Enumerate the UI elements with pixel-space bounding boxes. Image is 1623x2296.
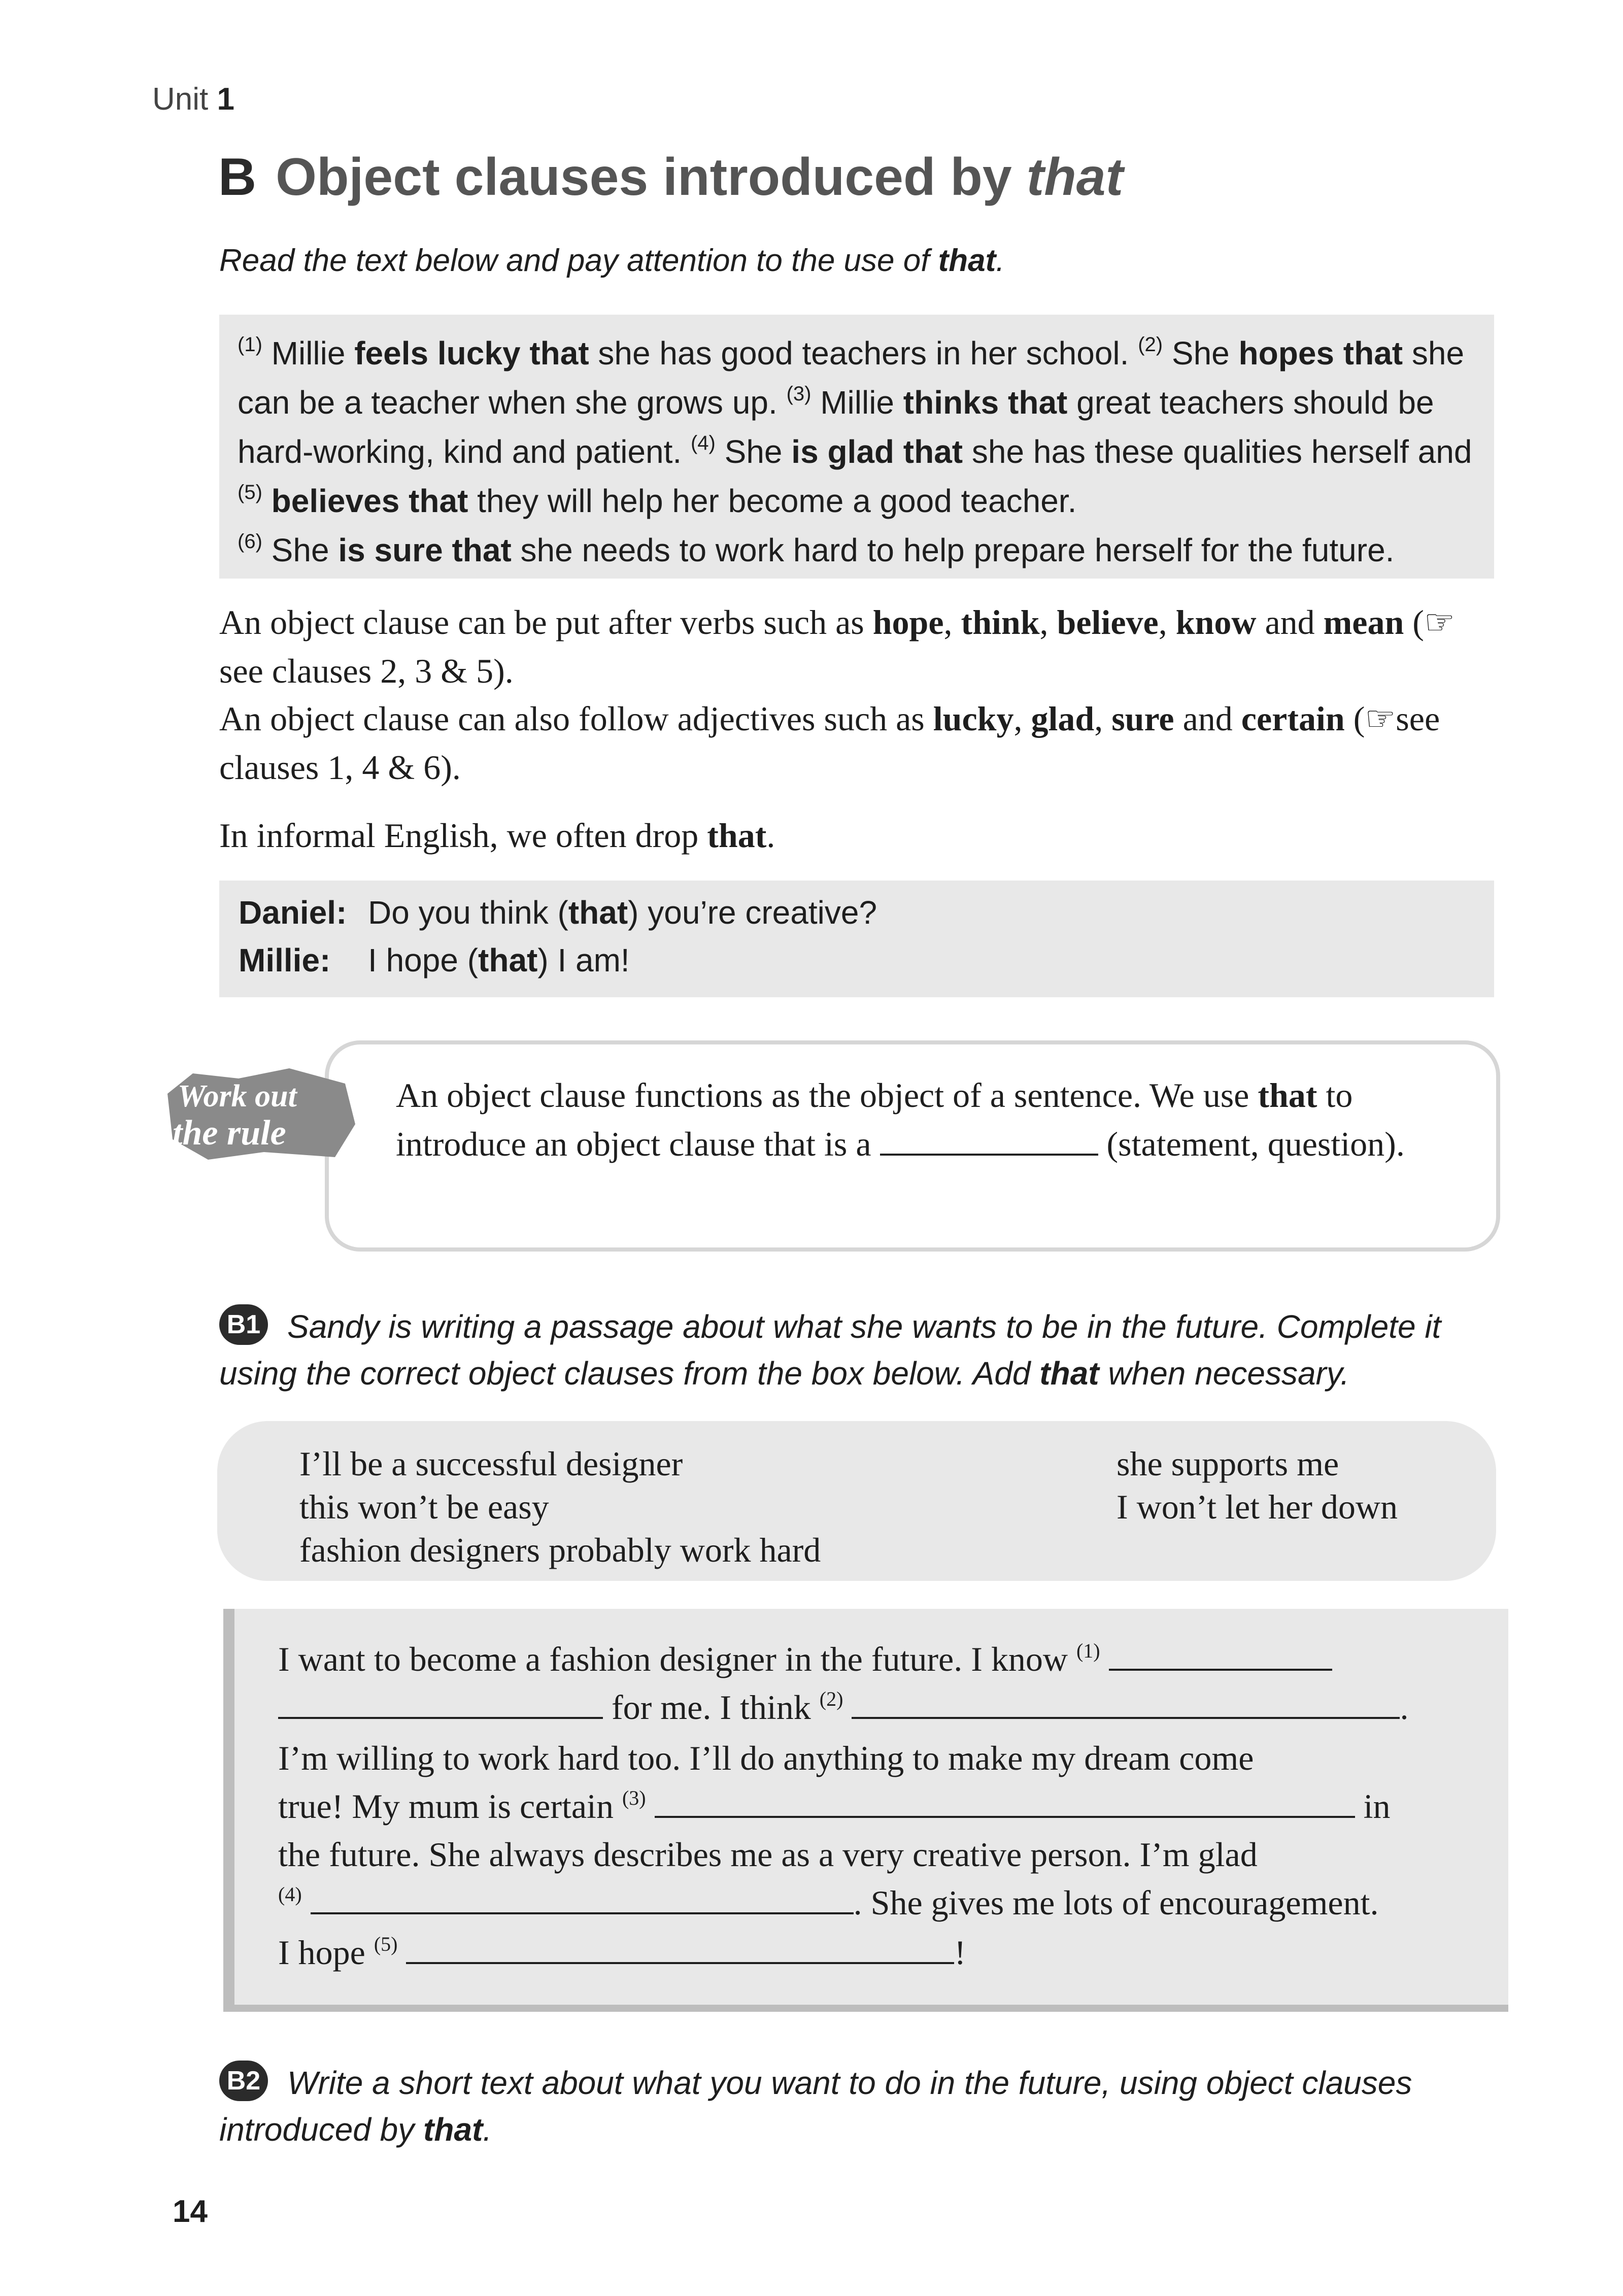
dialogue-line: Daniel: Do you think (that) you’re creative? — [239, 894, 877, 931]
svg-text:the rule: the rule — [173, 1113, 286, 1153]
rule-text: An object clause functions as the object of a sentence. We use that to introduce an object clause that is a (statement, question). — [396, 1076, 1405, 1163]
b1-instruction: Sandy is writing a passage about what she wants to be in the future. Complete it using the correct object clauses from the box below. Add that when necessary. — [219, 1308, 1441, 1392]
reading-paragraph: $^{(1)}$ Millie feels lucky that she has good teachers in her school. $^{(2)}$ She hopes that she can be a teacher when she grows up. $^{(3)}$ Millie thinks that great teachers should be hard-working, kind and patient. $^{(4)}$ She is glad that she has these qualities herself and $^{(5)}$ believes that they will help her become a good teacher. $^{(6)}$ She is sure that she needs to work hard to help prepare herself for the future. — [238, 333, 1472, 568]
answer-blank-1[interactable] — [1109, 1640, 1332, 1671]
word-box-item: I won’t let her down — [1117, 1488, 1398, 1526]
answer-blank-5[interactable] — [406, 1934, 954, 1964]
explanation-adjectives: An object clause can also follow adjectives such as lucky, glad, sure and certain (☞see clauses 1, 4 & 6). — [219, 699, 1440, 787]
dialogue-line: Millie: I hope (that) I am! — [239, 942, 630, 978]
passage-line: for me. I think $^{(2)}$ . — [278, 1687, 1408, 1728]
page-number: 14 — [173, 2194, 208, 2229]
speaker-name: Millie: — [239, 942, 331, 978]
section-letter: B — [218, 148, 257, 207]
dialogue-box — [219, 881, 1494, 997]
answer-blank-2[interactable] — [852, 1689, 1400, 1719]
passage-line: I hope $^{(5)}$ ! — [278, 1933, 966, 1972]
passage-line: I want to become a fashion designer in the future. I know $^{(1)}$ — [278, 1639, 1332, 1679]
passage-line: $^{(4)}$ . She gives me lots of encouragement. — [278, 1883, 1379, 1922]
word-box-item: she supports me — [1117, 1444, 1339, 1483]
word-box-item: I’ll be a successful designer — [299, 1444, 683, 1483]
answer-blank-1-cont[interactable] — [278, 1689, 603, 1719]
answer-blank-3[interactable] — [655, 1787, 1355, 1818]
instruction: Read the text below and pay attention to the use of that. — [219, 243, 1005, 278]
section-title: B Object clauses introduced by that — [218, 148, 1124, 207]
answer-blank-4[interactable] — [311, 1884, 854, 1914]
rule-answer-blank[interactable] — [880, 1125, 1098, 1156]
unit-label: Unit 1 — [152, 82, 234, 117]
passage-line: I’m willing to work hard too. I’ll do anything to make my dream come — [278, 1739, 1254, 1777]
svg-text:Work out: Work out — [178, 1079, 297, 1113]
speaker-name: Daniel: — [239, 894, 347, 931]
explanation-verbs: An object clause can be put after verbs such as hope, think, believe, know and mean (☞see clauses 2, 3 & 5). — [219, 603, 1455, 690]
explanation-informal: In informal English, we often drop that. — [219, 816, 775, 855]
work-out-the-rule-logo — [162, 1063, 360, 1165]
reading-text-box — [219, 315, 1494, 579]
word-box-item: this won’t be easy — [299, 1488, 549, 1526]
passage-line: the future. She always describes me as a very creative person. I’m glad — [278, 1835, 1258, 1874]
word-box-item: fashion designers probably work hard — [299, 1531, 821, 1569]
passage-line: true! My mum is certain $^{(3)}$ in — [278, 1786, 1391, 1826]
b2-instruction: Write a short text about what you want to do in the future, using object clauses introduced by that. — [219, 2065, 1412, 2148]
exercise-badge-b1: B1 — [219, 1304, 268, 1345]
exercise-badge-b2: B2 — [219, 2061, 268, 2101]
